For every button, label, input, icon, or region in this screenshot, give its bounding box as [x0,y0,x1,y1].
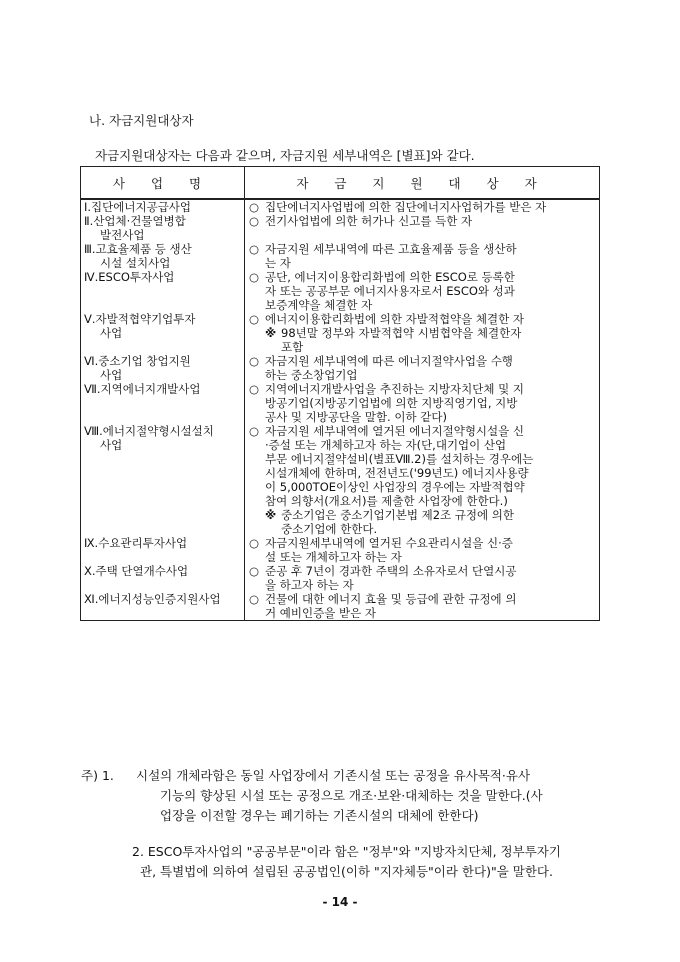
business-name-line: Ⅹ.주택 단열개수사업 [84,564,189,578]
table-row [81,312,600,354]
table-row [81,382,600,424]
eligible-party-cell [245,270,600,312]
bullet-line: 이 5,000TOE이상인 사업장의 경우에는 자발적협약 [265,480,525,494]
bullet-line: 준공 후 7년이 경과한 주택의 소유자로서 단열시공 [265,564,517,578]
business-name-cell [81,592,245,621]
bullet-circle-icon: ○ [249,564,260,578]
table-row [81,270,600,312]
business-name-line: Ⅸ.수요관리투자사업 [84,536,188,550]
sub-note-line: 중소기업은 중소기업기본법 제2조 규정에 의한 [281,508,515,522]
bullet-item [249,592,597,620]
intro-text: 자금지원대상자는 다음과 같으며, 자금지원 세부내역은 [별표]와 같다. [95,148,475,163]
bullet-line: 자금지원세부내역에 열거된 수요관리시설을 신·증 [265,536,513,550]
footnote-1-line: 기능의 향상된 시설 또는 공정으로 개조·보완·대체하는 것을 말한다.(사 [160,788,543,803]
sub-note [249,508,597,536]
table-row [81,424,600,536]
table-row [81,199,600,214]
business-name-cell [81,424,245,536]
business-name-line: 시설 설치사업 [100,256,171,270]
business-name-line: Ⅶ.지역에너지개발사업 [84,382,201,396]
sub-note [249,326,597,354]
bullet-item [249,382,597,424]
business-name-line: Ⅲ.고효율제품 등 생산 [84,242,192,256]
business-name-line: 사업 [100,368,123,382]
business-name-cell [81,382,245,424]
bullet-item [249,354,597,382]
bullet-circle-icon: ○ [249,270,260,284]
eligible-party-cell [245,214,600,242]
table-row [81,536,600,564]
footnote-1-number: 1. [101,768,114,783]
bullet-circle-icon: ○ [249,424,260,438]
table-header-row [81,167,600,200]
bullet-circle-icon: ○ [249,200,260,214]
table-row [81,564,600,592]
sub-note-line: 98년말 정부와 자발적협약 시범협약을 체결한자 [281,326,522,340]
bullet-line: ·증설 또는 개체하고자 하는 자(단,대기업이 산업 [265,438,507,452]
bullet-line: 자금지원 세부내역에 따른 에너지절약사업을 수행 [265,354,513,368]
eligible-party-cell [245,354,600,382]
page-number: - 14 - [322,895,358,909]
business-name-cell [81,536,245,564]
sub-note-line: 중소기업에 한한다. [281,522,378,536]
bullet-item [249,312,597,326]
eligible-party-cell [245,536,600,564]
bullet-line: 거 예비인증을 받은 자 [265,606,376,620]
bullet-line: 에너지이용합리화법에 의한 자발적협약을 체결한 자 [265,312,525,326]
eligible-party-cell [245,424,600,536]
header-eligible-party: 자 금 지 원 대 상 자 [245,167,600,200]
eligible-party-cell [245,382,600,424]
footnote-1-line: 업장을 이전할 경우는 폐기하는 기존시설의 대체에 한한다) [160,808,479,823]
reference-mark-icon: ※ [265,508,277,522]
section-heading: 나. 자금지원대상자 [89,113,194,128]
support-table [80,166,600,621]
footnote-1 [81,766,601,826]
business-name-line: Ⅳ.ESCO투자사업 [84,270,175,284]
reference-mark-icon: ※ [265,326,277,340]
bullet-circle-icon: ○ [249,214,260,228]
eligible-party-cell [245,242,600,270]
business-name-cell [81,214,245,242]
bullet-circle-icon: ○ [249,312,260,326]
footnote-1-line: 시설의 개체라함은 동일 사업장에서 기존시설 또는 공정을 유사목적·유사 [136,768,531,783]
table-row [81,592,600,621]
bullet-item [249,536,597,564]
bullet-line: 하는 중소창업기업 [265,368,358,382]
business-name-line: 사업 [100,438,123,452]
business-name-line: Ⅴ.자발적협약기업투자 [84,312,196,326]
business-name-cell [81,270,245,312]
table-row [81,354,600,382]
bullet-line: 시설개체에 한하며, 전전년도('99년도) 에너지사용량 [265,466,529,480]
bullet-line: 공단, 에너지이용합리화법에 의한 ESCO로 등록한 [265,270,515,284]
bullet-item [249,242,597,270]
bullet-line: 참여 의향서(개요서)를 제출한 사업장에 한한다.) [265,494,508,508]
footnotes [81,766,601,882]
bullet-line: 건물에 대한 에너지 효율 및 등급에 관한 규정에 의 [265,592,517,606]
bullet-line: 보증계약을 체결한 자 [265,298,373,312]
footnote-prefix: 주) [81,768,98,783]
bullet-line: 설 또는 개체하고자 하는 자 [265,550,402,564]
bullet-circle-icon: ○ [249,536,260,550]
bullet-circle-icon: ○ [249,382,260,396]
business-name-cell [81,312,245,354]
bullet-line: 부문 에너지절약설비(별표Ⅷ.2)를 설치하는 경우에는 [265,452,534,466]
bullet-line: 집단에너지사업법에 의한 집단에너지사업허가를 받은 자 [265,200,547,214]
table-row [81,242,600,270]
bullet-circle-icon: ○ [249,242,260,256]
bullet-item [249,564,597,592]
bullet-item [249,424,597,508]
bullet-line: 는 자 [265,256,291,270]
footnote-2 [81,842,601,882]
business-name-cell [81,354,245,382]
bullet-item [249,200,597,214]
bullet-line: 방공기업(지방공기업법에 의한 지방직영기업, 지방 [265,396,518,410]
business-name-cell [81,242,245,270]
eligible-party-cell [245,199,600,214]
bullet-circle-icon: ○ [249,592,260,606]
business-name-cell [81,564,245,592]
business-name-line: Ⅷ.에너지절약형시설설치 [84,424,214,438]
footnote-2-line: 관, 특별법에 의하여 설립된 공공법인(이하 "지자체등"이라 한다)"을 말한다. [140,864,553,879]
bullet-line: 지역에너지개발사업을 추진하는 지방자치단체 및 지 [265,382,525,396]
header-business-name: 사 업 명 [81,167,245,200]
footnote-2-line: 2. ESCO투자사업의 "공공부문"이라 함은 "정부"와 "지방자치단체, 정부투자기 [132,844,561,859]
business-name-line: 발전사업 [100,228,145,242]
bullet-line: 을 하고자 하는 자 [265,578,354,592]
business-name-line: Ⅵ.중소기업 창업지원 [84,354,191,368]
eligible-party-cell [245,312,600,354]
business-name-cell [81,199,245,214]
table-row [81,214,600,242]
bullet-line: 전기사업법에 의한 허가나 신고를 득한 자 [265,214,473,228]
business-name-line: Ⅰ.집단에너지공급사업 [84,200,192,214]
eligible-party-cell [245,564,600,592]
bullet-line: 자 또는 공공부문 에너지사용자로서 ESCO와 성과 [265,284,515,298]
business-name-line: 사업 [100,326,123,340]
bullet-line: 자금지원 세부내역에 열거된 에너지절약형시설을 신 [265,424,525,438]
eligible-party-cell [245,592,600,621]
business-name-line: Ⅺ.에너지성능인증지원사업 [84,592,221,606]
bullet-item [249,270,597,312]
bullet-line: 공사 및 지방공단을 말함. 이하 같다) [265,410,447,424]
sub-note-line: 포함 [281,340,304,354]
business-name-line: Ⅱ.산업체·건물열병합 [84,214,186,228]
bullet-circle-icon: ○ [249,354,260,368]
bullet-line: 자금지원 세부내역에 따른 고효율제품 등을 생산하 [265,242,517,256]
bullet-item [249,214,597,228]
